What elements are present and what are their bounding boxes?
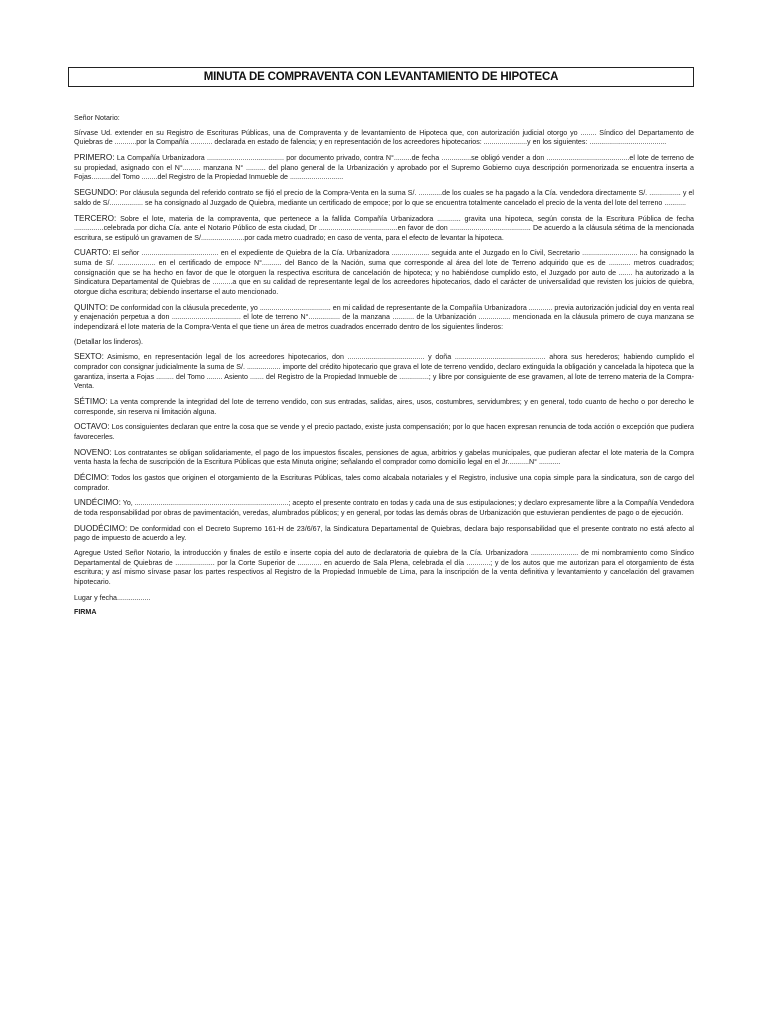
clause-paragraph xyxy=(74,352,694,391)
clause-label: QUINTO: xyxy=(74,302,108,312)
clause-text: Los consiguientes declaran que entre la cosa que se vende y el precio pactado, existe justa compensación; por lo que hacen expresan renuncia de toda acción o excepción que pudiera favorecerles. xyxy=(74,423,694,441)
clause-paragraph xyxy=(74,422,694,442)
clause-text: Yo, ..............................................................................; acepto el presente contrato en todas y cada una de sus estipulaciones; y declaro expresamente libre a la Compañía Vendedora de toda responsabilidad por obras de pavimentación, veredas, alumbrados públicos; y en general, por todas las demás obras de Urbanización que estuvieran pendientes de pago o de ejecución. xyxy=(74,499,694,518)
signature-label: FIRMA xyxy=(74,608,97,617)
clause-text: Todos los gastos que originen el otorgamiento de la Escrituras Públicas, tales como alcabala notariales y el Registro, inclusive una copia simple para la sindicatura, son de cargo del comprador. xyxy=(74,474,695,492)
salutation: Señor Notario: xyxy=(74,114,120,122)
clause-label: DÉCIMO: xyxy=(74,473,110,483)
clause-paragraph xyxy=(74,214,694,244)
clause-paragraph xyxy=(74,338,694,348)
place-date: Lugar y fecha................. xyxy=(74,593,151,602)
clause-label: SEGUNDO: xyxy=(74,188,118,198)
title-box xyxy=(68,67,694,87)
clause-paragraph xyxy=(74,473,694,493)
clause-text: De conformidad con el Decreto Supremo 161-H de 23/6/67, la Sindicatura Departamental de Quiebras, declara bajo responsabilidad que el presente contrato no está afecto al pago de impuesto de acuerdo a ley. xyxy=(74,524,694,543)
clause-paragraph xyxy=(74,397,694,417)
clause-text: Los contratantes se obligan solidariamente, el pago de los impuestos fiscales, pensiones de agua, arbitrios y gabelas municipales, que pudieran afectar el lote materia de la Compra venta hasta la fecha de suscripción de la Escritura Públicas que esta Minuta origine; señalando el comprador como domicilio legal en el Jr...........N° ........... xyxy=(74,448,694,467)
clause-text: El señor ....................................... en el expediente de Quiebra de la Cía. Urbanizadora ................... seguida ante el Juzgado en lo Civil, Secretario ............................ ha consignado la suma de S/. ................... en el certificado de empoce N°.......... del Banco de la Nación, suma que corresponde al área del lote de Terreno adquirido que es de ........... metros cuadrados; consignación que se ha hecho en favor de que le otorguen la respectiva escritura de cancelación de hipoteca; y no habiéndose cumplido esto, el Juzgado por auto de ....... ha autorizado a la Sindicatura Departamental de Quiebras de ..........a que en su calidad de representante legal de los acreedores hipotecarios, dado el carácter de universalidad que revisten los juicios de quiebra, otorgue dicha escritura; debiendo insertarse el auto mencionado. xyxy=(74,249,694,296)
document-body xyxy=(74,114,694,621)
clause-paragraph xyxy=(74,498,694,518)
clause-paragraph xyxy=(74,248,694,297)
clause-paragraph xyxy=(74,188,694,208)
clause-label: NOVENO: xyxy=(74,447,112,457)
clause-text: La venta comprende la integridad del lote de terreno vendido, con sus entradas, salidas, aires, usos, costumbres, servidumbres; y en general, todo cuanto de hecho o por derecho le corresponde, sin reserva ni limitación alguna. xyxy=(74,397,694,416)
clause-label: CUARTO: xyxy=(74,248,111,258)
clause-label: TERCERO: xyxy=(74,213,117,223)
intro-paragraph: Sírvase Ud. extender en su Registro de Escrituras Públicas, una de Compraventa y de levantamiento de Hipoteca que, con autorización judicial otorgo yo ........ Síndico del Departamento de Quiebras de ...........por la Compañía ........... declarada en estado de falencia; y en representación de los acreedores hipotecarios: ......................y en los siguientes: ....................................... xyxy=(74,128,694,147)
clause-paragraph xyxy=(74,448,694,468)
clause-text: De conformidad con la cláusula precedente, yo .................................... en mi calidad de representante de la Compañía Urbanizadora ............ previa autorización judicial doy en venta real y enajenación perpetua a don ................................... el lote de terreno N°................ de la manzana ........... de la Urbanización ................ mencionada en la cláusula primero de cuya manzana se independizará el lote materia de la Compra-Venta el que tiene un área de metros cuadrados encerrado dentro de los siguientes linderos: xyxy=(74,303,694,331)
clause-paragraph xyxy=(74,303,694,333)
clause-label: OCTAVO: xyxy=(74,422,110,432)
clause-label: UNDÉCIMO: xyxy=(74,498,121,508)
clause-paragraph xyxy=(74,549,694,587)
clause-label: SÉTIMO: xyxy=(74,396,108,406)
clause-paragraph xyxy=(74,524,694,544)
clause-paragraph xyxy=(74,153,694,183)
document-title: MINUTA DE COMPRAVENTA CON LEVANTAMIENTO DE HIPOTECA xyxy=(203,71,559,83)
clause-text: La Compañía Urbanizadora ....................................... por documento privado, contra N°.........de fecha ...............se obligó vender a don ..........................................el lote de terreno de su propiedad, asignado con el N°......... manzana N° .......... del plano general de la Urbanización y aprobado por el Supremo Gobierno cuya descripción pormenorizada se encuentra inserta a Fojas..........del Tomo ........del Registro de la Propiedad Inmueble de ........................... xyxy=(74,154,694,182)
clause-text: (Detallar los linderos). xyxy=(74,337,143,346)
clause-text: Agregue Usted Señor Notario, la introducción y finales de estilo e inserte copia del auto de declaratoria de quiebra de la Cía. Urbanizadora ........................ de mi nombramiento como Síndico Departamental de Quiebras de .................... por la Corte Superior de ............ en acuerdo de Sala Plena, celebrada el día ............; y de los autos que me autorizan para el otorgamiento de ésta escritura; y así mismo sírvase pasar los partes respectivos al Registro de la Propiedad Inmueble de Lima, para la inscripción de la venta definitiva y levantamiento y cancelación del gravamen hipotecario. xyxy=(74,549,694,586)
clause-text: Por cláusula segunda del referido contrato se fijó el precio de la Compra-Venta en la suma S/. ............de los cuales se ha pagado a la Cía. vendedora directamente S/. ................ y el saldo de S/................. se ha consignado al Juzgado de Quiebra, mediante un certificado de empoce; por lo que se encuentra totalmente cancelado el precio de la venta del lote del terreno ........... xyxy=(74,189,694,207)
clause-label: PRIMERO: xyxy=(74,153,115,163)
clause-label: SEXTO: xyxy=(74,352,104,362)
clause-label: DUODÉCIMO: xyxy=(74,523,128,533)
clause-text: Asimismo, en representación legal de los acreedores hipotecarios, don ....................................... y doña .............................................. ahora sus herederos; habiendo cumplido el comprador con consignar judicialmente la suma de S/. ................. importe del crédito hipotecario que grava el lote de terreno vendido, declaro extinguida la obligación y cancelada la hipoteca que la garantiza, inserta a Fojas ......... del Tomo ........ Asiento ....... del Registro de la Propiedad Inmueble de ...............; y libre por consiguiente de ese gravamen, al lote de terreno materia de la Compra-Venta. xyxy=(74,353,694,391)
clause-text: Sobre el lote, materia de la compraventa, que pertenece a la fallida Compañía Urbanizadora ............ gravita una hipoteca, según consta de la Escritura Pública de fecha ...............celebrada por dicha Cía. ante el Notario Público de esta ciudad, Dr ........................................en favor de don ......................................... De acuerdo a la cláusula sétima de la mencionada escritura, se estipuló un gravamen de S/......................por cada metro cuadrado; en caso de venta, para el efecto de levantar la hipoteca. xyxy=(74,214,694,242)
clauses-list xyxy=(74,153,694,587)
